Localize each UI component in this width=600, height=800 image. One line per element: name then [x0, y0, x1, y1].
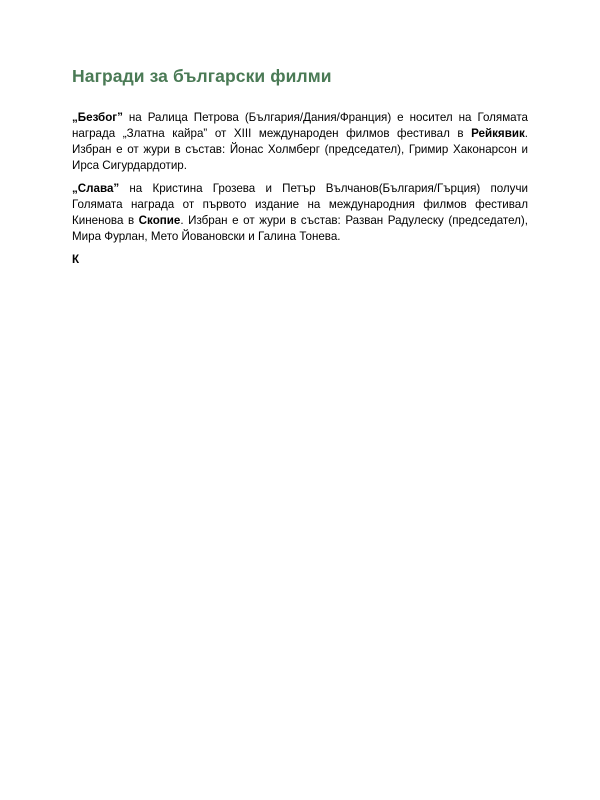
- film-title: „Слава”: [72, 182, 120, 195]
- paragraph-text: . Избран е от жури в състав: Йонас Холмберг (председател), Гримир Хаконарсон и Ирса Сигурдардотир.: [72, 127, 528, 172]
- film-title: „Безбог”: [72, 111, 123, 124]
- trailing-text: К: [72, 253, 80, 266]
- document-page: [72, 64, 528, 268]
- paragraph-text: . Избран е от жури в състав: Разван Радулеску (председател), Мира Фурлан, Мето Йовановски и Галина Тонева.: [72, 214, 528, 243]
- city-name: Скопие: [138, 214, 181, 227]
- paragraph-text: на Ралица Петрова (България/Дания/Франция) е носител на Голямата награда „Златна кайра” от XIII международен филмов фестивал в: [72, 111, 528, 140]
- page-title: Награди за български филми: [72, 66, 332, 86]
- paragraph-text: на Кристина Грозева и Петър Вълчанов(България/Гърция) получи Голямата награда от първото издание на международния филмов фестивал Киненова в: [72, 182, 528, 227]
- paragraph-slava: [72, 181, 528, 245]
- paragraph-bezbog: [72, 110, 528, 174]
- city-name: Рейкявик: [471, 127, 525, 140]
